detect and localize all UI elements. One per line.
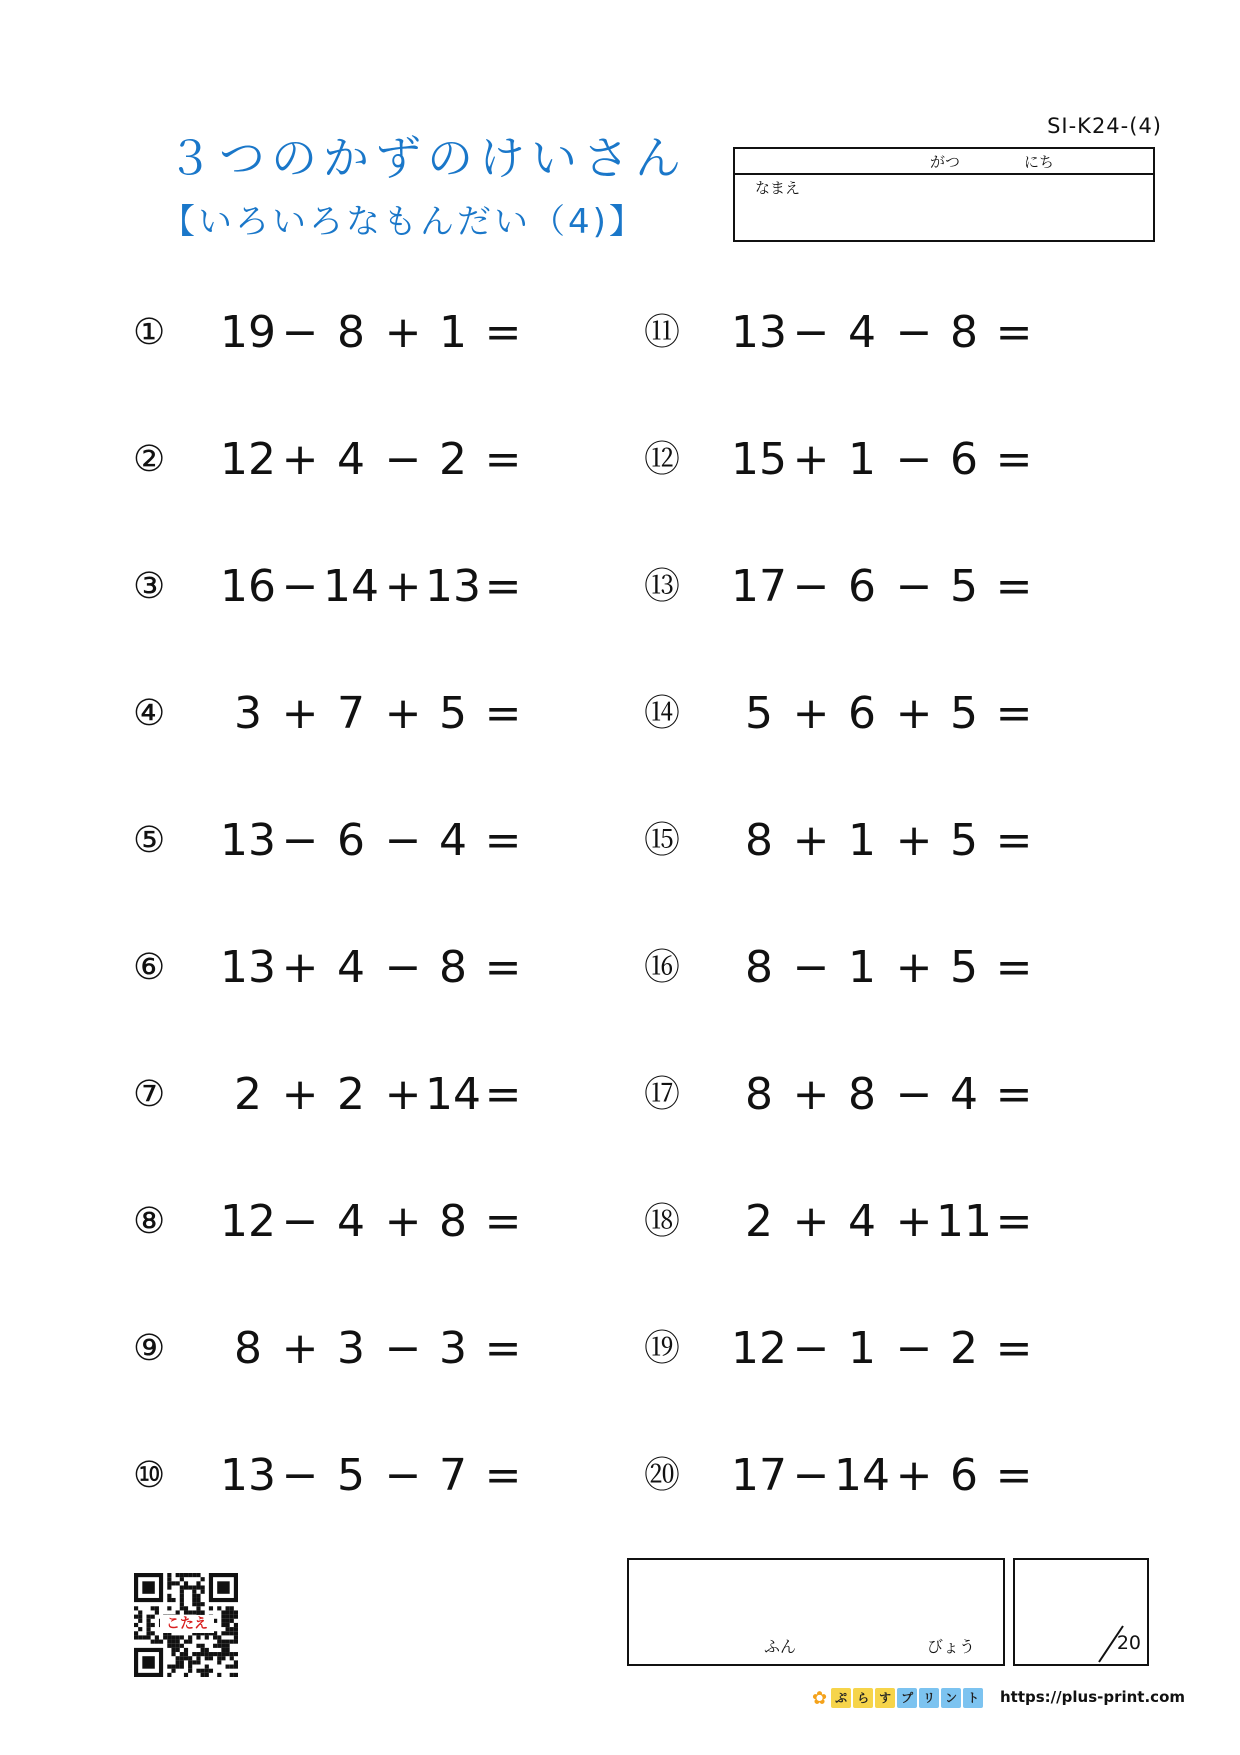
seconds-label: びょう xyxy=(927,1637,976,1656)
operand: 13 xyxy=(220,815,276,866)
problem-number: ⑯ xyxy=(644,947,681,988)
problem-19 xyxy=(644,1319,1064,1379)
score-total: 20 xyxy=(1116,1632,1141,1654)
problem-7 xyxy=(133,1065,553,1125)
operand: 12 xyxy=(731,1323,787,1374)
operand: 4 xyxy=(439,815,467,866)
operator: − xyxy=(281,815,319,866)
problem-11 xyxy=(644,303,1064,363)
equals-sign: = xyxy=(484,815,522,866)
operand: 6 xyxy=(950,434,978,485)
brand-chip: ン xyxy=(941,1688,961,1708)
operand: 11 xyxy=(936,1196,992,1247)
operand: 8 xyxy=(745,815,773,866)
problem-number: ⑧ xyxy=(133,1201,166,1242)
problem-number: ⑨ xyxy=(133,1328,166,1369)
operand: 3 xyxy=(234,688,262,739)
operator: − xyxy=(895,434,933,485)
operand: 2 xyxy=(439,434,467,485)
operand: 6 xyxy=(848,688,876,739)
brand-chip: リ xyxy=(919,1688,939,1708)
equals-sign: = xyxy=(995,1323,1033,1374)
operator: + xyxy=(792,1196,830,1247)
problem-18 xyxy=(644,1192,1064,1252)
operator: + xyxy=(384,561,422,612)
problem-15 xyxy=(644,811,1064,871)
problem-2 xyxy=(133,430,553,490)
operand: 7 xyxy=(439,1450,467,1501)
operator: − xyxy=(895,1069,933,1120)
answer-label: こたえ xyxy=(160,1615,214,1633)
operand: 4 xyxy=(337,942,365,993)
operator: + xyxy=(895,688,933,739)
operator: − xyxy=(281,1450,319,1501)
equals-sign: = xyxy=(995,1069,1033,1120)
operand: 8 xyxy=(439,942,467,993)
operand: 1 xyxy=(848,1323,876,1374)
operand: 14 xyxy=(425,1069,481,1120)
time-box xyxy=(627,1558,1005,1666)
operator: − xyxy=(895,307,933,358)
equals-sign: = xyxy=(484,434,522,485)
operand: 13 xyxy=(220,1450,276,1501)
problem-number: ⑩ xyxy=(133,1455,166,1496)
problem-9 xyxy=(133,1319,553,1379)
operand: 4 xyxy=(337,1196,365,1247)
operand: 8 xyxy=(234,1323,262,1374)
problem-number: ① xyxy=(133,312,166,353)
operand: 8 xyxy=(439,1196,467,1247)
operator: − xyxy=(384,1450,422,1501)
operator: + xyxy=(792,434,830,485)
brand-chip: プ xyxy=(897,1688,917,1708)
operand: 5 xyxy=(745,688,773,739)
operand: 1 xyxy=(848,815,876,866)
problem-17 xyxy=(644,1065,1064,1125)
problem-number: ③ xyxy=(133,566,166,607)
operator: + xyxy=(281,434,319,485)
operator: − xyxy=(792,1450,830,1501)
problem-13 xyxy=(644,557,1064,617)
operand: 16 xyxy=(220,561,276,612)
equals-sign: = xyxy=(995,307,1033,358)
operand: 13 xyxy=(731,307,787,358)
operand: 5 xyxy=(439,688,467,739)
equals-sign: = xyxy=(484,1196,522,1247)
operator: + xyxy=(281,1323,319,1374)
operand: 4 xyxy=(848,1196,876,1247)
problem-number: ⑥ xyxy=(133,947,166,988)
operator: + xyxy=(384,307,422,358)
operand: 4 xyxy=(848,307,876,358)
operand: 7 xyxy=(337,688,365,739)
operand: 8 xyxy=(950,307,978,358)
problem-number: ② xyxy=(133,439,166,480)
operator: + xyxy=(895,1450,933,1501)
operand: 3 xyxy=(337,1323,365,1374)
day-label: にち xyxy=(1024,153,1055,171)
problem-number: ⑪ xyxy=(644,312,681,353)
problem-5 xyxy=(133,811,553,871)
operator: + xyxy=(792,688,830,739)
operator: + xyxy=(792,1069,830,1120)
equals-sign: = xyxy=(995,1196,1033,1247)
operator: − xyxy=(792,307,830,358)
operand: 13 xyxy=(220,942,276,993)
brand-mascot-icon: ✿ xyxy=(812,1687,828,1709)
score-box xyxy=(1013,1558,1149,1666)
problem-number: ⑲ xyxy=(644,1328,681,1369)
operand: 14 xyxy=(834,1450,890,1501)
problem-6 xyxy=(133,938,553,998)
equals-sign: = xyxy=(995,942,1033,993)
operator: + xyxy=(792,815,830,866)
operand: 5 xyxy=(950,942,978,993)
operator: + xyxy=(384,1069,422,1120)
operator: + xyxy=(384,1196,422,1247)
date-line xyxy=(735,149,1153,175)
operand: 14 xyxy=(323,561,379,612)
operand: 19 xyxy=(220,307,276,358)
operator: − xyxy=(792,561,830,612)
brand-logo xyxy=(812,1686,983,1710)
operator: − xyxy=(384,1323,422,1374)
problem-10 xyxy=(133,1446,553,1506)
worksheet-code: SI-K24-(4) xyxy=(1047,114,1162,138)
operator: + xyxy=(281,688,319,739)
operand: 8 xyxy=(337,307,365,358)
brand-chip: ぷ xyxy=(831,1688,851,1708)
problem-1 xyxy=(133,303,553,363)
operand: 15 xyxy=(731,434,787,485)
equals-sign: = xyxy=(484,561,522,612)
equals-sign: = xyxy=(995,561,1033,612)
equals-sign: = xyxy=(484,1450,522,1501)
problem-number: ⑬ xyxy=(644,566,681,607)
operator: − xyxy=(384,942,422,993)
problem-number: ⑤ xyxy=(133,820,166,861)
operand: 6 xyxy=(337,815,365,866)
name-label: なまえ xyxy=(755,179,801,197)
operand: 6 xyxy=(848,561,876,612)
problem-number: ⑱ xyxy=(644,1201,681,1242)
operator: + xyxy=(895,815,933,866)
problem-14 xyxy=(644,684,1064,744)
operator: + xyxy=(281,942,319,993)
minutes-label: ふん xyxy=(764,1637,797,1656)
problem-number: ⑮ xyxy=(644,820,681,861)
operand: 6 xyxy=(950,1450,978,1501)
operator: + xyxy=(281,1069,319,1120)
operator: + xyxy=(384,688,422,739)
equals-sign: = xyxy=(995,434,1033,485)
equals-sign: = xyxy=(484,1069,522,1120)
operand: 17 xyxy=(731,1450,787,1501)
equals-sign: = xyxy=(484,1323,522,1374)
operand: 2 xyxy=(337,1069,365,1120)
problem-number: ⑭ xyxy=(644,693,681,734)
brand-chip: す xyxy=(875,1688,895,1708)
equals-sign: = xyxy=(484,307,522,358)
name-date-box xyxy=(733,147,1155,242)
operand: 2 xyxy=(745,1196,773,1247)
problem-number: ⑰ xyxy=(644,1074,681,1115)
operator: − xyxy=(895,1323,933,1374)
operand: 17 xyxy=(731,561,787,612)
problem-number: ⑳ xyxy=(644,1455,681,1496)
operand: 1 xyxy=(439,307,467,358)
operand: 1 xyxy=(848,942,876,993)
operand: 3 xyxy=(439,1323,467,1374)
operator: − xyxy=(895,561,933,612)
month-label: がつ xyxy=(930,153,961,171)
operand: 4 xyxy=(950,1069,978,1120)
problem-number: ⑦ xyxy=(133,1074,166,1115)
operator: − xyxy=(384,815,422,866)
operand: 12 xyxy=(220,434,276,485)
operand: 12 xyxy=(220,1196,276,1247)
equals-sign: = xyxy=(995,1450,1033,1501)
operand: 4 xyxy=(337,434,365,485)
operator: − xyxy=(792,1323,830,1374)
operand: 1 xyxy=(848,434,876,485)
problem-20 xyxy=(644,1446,1064,1506)
operator: − xyxy=(384,434,422,485)
page-title: ３つのかずのけいさん xyxy=(167,131,687,185)
operand: 5 xyxy=(950,688,978,739)
equals-sign: = xyxy=(995,815,1033,866)
page-subtitle: 【いろいろなもんだい（4)】 xyxy=(161,202,646,242)
problem-12 xyxy=(644,430,1064,490)
problem-8 xyxy=(133,1192,553,1252)
operator: − xyxy=(281,561,319,612)
equals-sign: = xyxy=(484,688,522,739)
operand: 2 xyxy=(234,1069,262,1120)
brand-chip: ト xyxy=(963,1688,983,1708)
operator: − xyxy=(792,942,830,993)
operand: 13 xyxy=(425,561,481,612)
operand: 8 xyxy=(745,942,773,993)
operator: − xyxy=(281,307,319,358)
operator: + xyxy=(895,942,933,993)
brand-chip: ら xyxy=(853,1688,873,1708)
operator: + xyxy=(895,1196,933,1247)
operator: − xyxy=(281,1196,319,1247)
problem-number: ④ xyxy=(133,693,166,734)
problem-number: ⑫ xyxy=(644,439,681,480)
problem-16 xyxy=(644,938,1064,998)
equals-sign: = xyxy=(484,942,522,993)
site-url[interactable]: https://plus-print.com xyxy=(1000,1688,1186,1706)
operand: 8 xyxy=(745,1069,773,1120)
answer-qr-code[interactable] xyxy=(134,1573,238,1677)
operand: 5 xyxy=(337,1450,365,1501)
operand: 5 xyxy=(950,561,978,612)
operand: 5 xyxy=(950,815,978,866)
equals-sign: = xyxy=(995,688,1033,739)
operand: 2 xyxy=(950,1323,978,1374)
problem-4 xyxy=(133,684,553,744)
problem-3 xyxy=(133,557,553,617)
operand: 8 xyxy=(848,1069,876,1120)
